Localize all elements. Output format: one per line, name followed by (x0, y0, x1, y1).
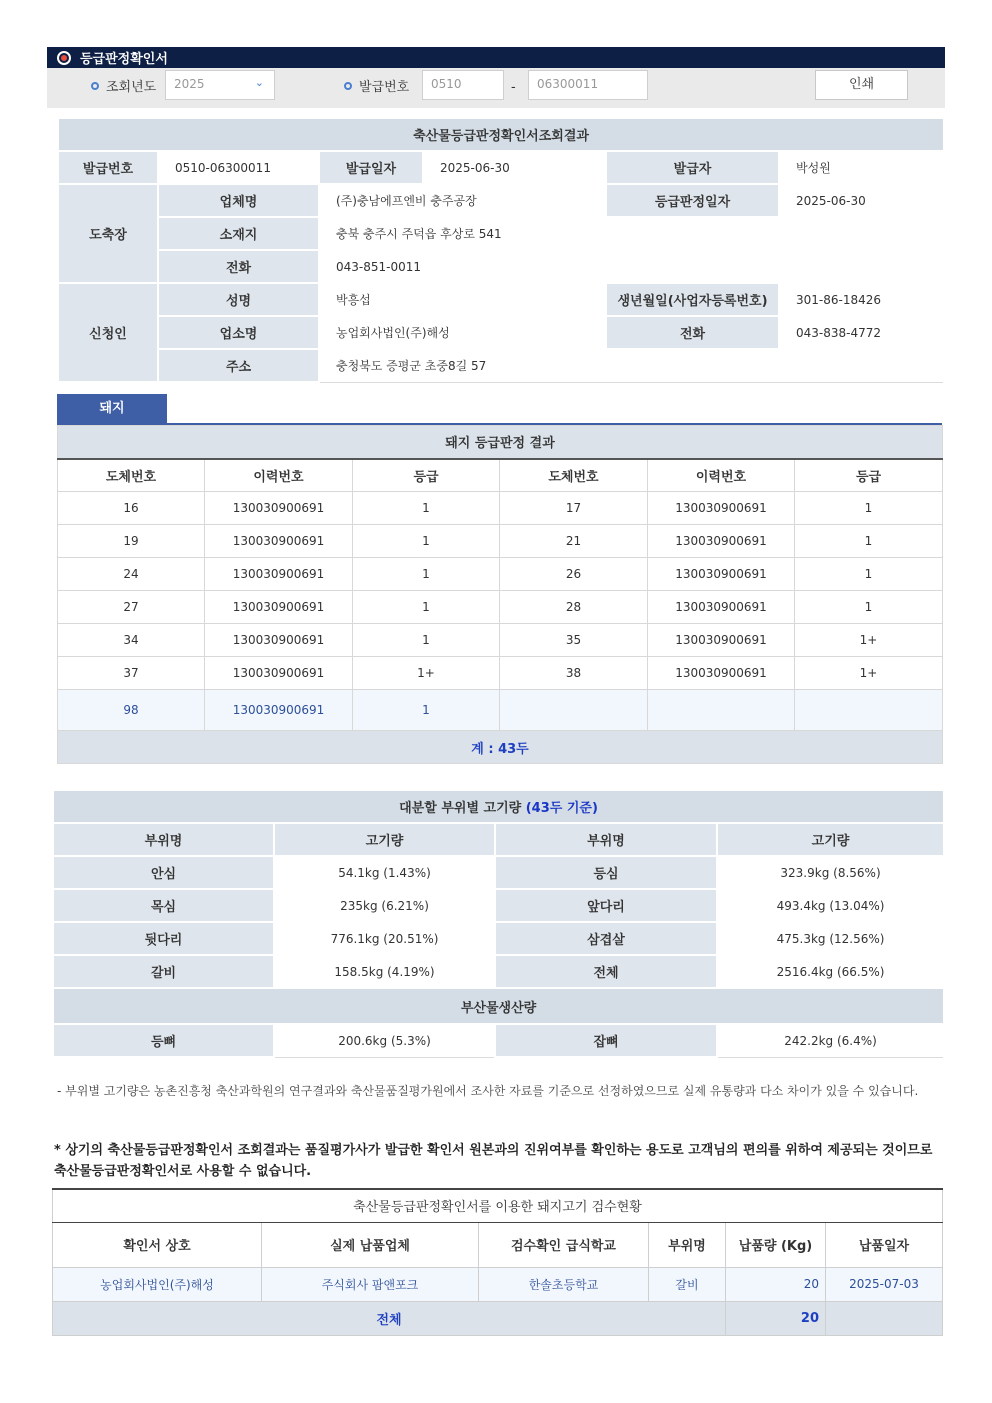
part-amount: 2516.4kg (66.5%) (717, 955, 944, 988)
cell: 38 (500, 657, 648, 690)
issue-no-label: 발급번호 (58, 151, 158, 184)
address-value: 충청북도 증평군 초중8길 57 (319, 349, 944, 382)
cell: 1 (795, 525, 943, 558)
result-caption: 축산물등급판정확인서조회결과 (58, 118, 944, 151)
year-label: 조회년도 (106, 80, 157, 95)
company-label: 업체명 (158, 184, 319, 217)
cell: 130030900691 (648, 525, 795, 558)
table-row (53, 955, 944, 988)
col-header: 고기량 (274, 823, 495, 856)
col-header: 부위명 (495, 823, 717, 856)
grade-date-label: 등급판정일자 (606, 184, 779, 217)
shop-phone-value: 043-838-4772 (779, 316, 944, 349)
cell: 26 (500, 558, 648, 591)
cell: 1+ (353, 657, 500, 690)
part-amount: 323.9kg (8.56%) (717, 856, 944, 889)
inspection-total-value: 20 (726, 1301, 826, 1335)
shop-label: 업소명 (158, 316, 319, 349)
grading-total: 계 : 43두 (58, 731, 943, 764)
cell: 1 (353, 492, 500, 525)
tab-pig[interactable]: 돼지 (57, 394, 167, 423)
year-select-value: 2025 (174, 77, 205, 91)
cell: 130030900691 (205, 492, 353, 525)
parts-caption-basis: (43두 기준) (525, 801, 598, 816)
bullet-icon (91, 82, 99, 90)
issue-date-value: 2025-06-30 (423, 151, 606, 184)
phone-label: 전화 (158, 250, 319, 283)
cell: 130030900691 (205, 624, 353, 657)
inspection-table (52, 1188, 943, 1336)
cell: 1 (353, 591, 500, 624)
grading-table (57, 425, 943, 764)
col-header: 이력번호 (648, 459, 795, 492)
result-table (57, 117, 945, 383)
grade-date-value: 2025-06-30 (779, 184, 944, 217)
table-row (58, 558, 943, 591)
part-name: 앞다리 (495, 889, 717, 922)
title-icon (57, 51, 71, 65)
col-header: 등급 (795, 459, 943, 492)
part-amount: 158.5kg (4.19%) (274, 955, 495, 988)
part-name: 안심 (53, 856, 274, 889)
part-amount: 200.6kg (5.3%) (274, 1024, 495, 1057)
cell: 130030900691 (648, 624, 795, 657)
issue-no-value: 0510-06300011 (158, 151, 319, 184)
chevron-down-icon: ⌄ (254, 76, 264, 89)
cell: 130030900691 (648, 492, 795, 525)
cell: 130030900691 (205, 525, 353, 558)
issue-prefix-input[interactable]: 0510 (422, 70, 504, 100)
address-label: 주소 (158, 349, 319, 382)
cell (795, 690, 943, 731)
cell: 24 (58, 558, 205, 591)
inspection-caption: 축산물등급판정확인서를 이용한 돼지고기 검수현황 (53, 1189, 943, 1222)
parts-caption (53, 790, 944, 823)
cell: 1 (795, 591, 943, 624)
table-row (58, 492, 943, 525)
cell: 37 (58, 657, 205, 690)
part-name: 전체 (495, 955, 717, 988)
cell: 130030900691 (648, 591, 795, 624)
col-header: 납품일자 (826, 1222, 943, 1267)
cell: 17 (500, 492, 648, 525)
cell: 주식회사 팜앤포크 (262, 1267, 479, 1301)
issue-suffix-input[interactable]: 06300011 (528, 70, 648, 100)
cell: 130030900691 (205, 591, 353, 624)
col-header: 실제 납품업체 (262, 1222, 479, 1267)
issue-date-label: 발급일자 (319, 151, 423, 184)
cell: 130030900691 (648, 657, 795, 690)
cell: 1+ (795, 657, 943, 690)
col-header: 도체번호 (500, 459, 648, 492)
cell: 1 (353, 525, 500, 558)
table-row (58, 525, 943, 558)
col-header: 부위명 (53, 823, 274, 856)
cell: 1 (353, 690, 500, 731)
part-amount: 235kg (6.21%) (274, 889, 495, 922)
part-name: 등뼈 (53, 1024, 274, 1057)
byproduct-caption: 부산물생산량 (53, 988, 944, 1024)
inspection-total-label: 전체 (53, 1301, 726, 1335)
usage-warning: * 상기의 축산물등급판정확인서 조회결과는 품질평가사가 발급한 확인서 원본과의 진위여부를 확인하는 용도로 고객님의 편의를 위하여 제공되는 것이므로 축산물등급판정확인서로 사용할 수 없습니다. (54, 1143, 933, 1179)
part-amount: 493.4kg (13.04%) (717, 889, 944, 922)
cell: 28 (500, 591, 648, 624)
cell: 27 (58, 591, 205, 624)
issue-label-wrap (344, 76, 409, 95)
col-header: 검수확인 급식학교 (479, 1222, 649, 1267)
part-name: 목심 (53, 889, 274, 922)
table-row (53, 856, 944, 889)
birth-value: 301-86-18426 (779, 283, 944, 316)
bullet-icon (344, 82, 352, 90)
cell: 1 (353, 624, 500, 657)
cell: 98 (58, 690, 205, 731)
grading-caption: 돼지 등급판정 결과 (58, 426, 943, 459)
name-value: 박흥섭 (319, 283, 606, 316)
part-amount: 776.1kg (20.51%) (274, 922, 495, 955)
col-header: 고기량 (717, 823, 944, 856)
slaughter-label: 도축장 (58, 184, 158, 283)
birth-label: 생년월일(사업자등록번호) (606, 283, 779, 316)
inspection-total-blank (826, 1301, 943, 1335)
col-header: 도체번호 (58, 459, 205, 492)
search-bar (47, 68, 945, 108)
part-name: 등심 (495, 856, 717, 889)
cell: 1 (353, 558, 500, 591)
part-name: 삼겹살 (495, 922, 717, 955)
yield-note: - 부위별 고기량은 농촌진흥청 축산과학원의 연구결과와 축산물품질평가원에서 조사한 자료를 기준으로 선정하였으므로 실제 유통량과 다소 차이가 있을 수 있습니다. (57, 1084, 919, 1098)
table-row (58, 624, 943, 657)
cell: 34 (58, 624, 205, 657)
table-row (58, 657, 943, 690)
cell: 농업회사법인(주)해성 (53, 1267, 262, 1301)
cell: 130030900691 (205, 558, 353, 591)
shop-phone-label: 전화 (606, 316, 779, 349)
part-amount: 242.2kg (6.4%) (717, 1024, 944, 1057)
cell: 19 (58, 525, 205, 558)
shop-value: 농업회사법인(주)해성 (319, 316, 606, 349)
issuer-value: 박성원 (779, 151, 944, 184)
issue-label: 발급번호 (359, 80, 410, 95)
cell: 35 (500, 624, 648, 657)
col-header: 부위명 (649, 1222, 726, 1267)
part-name: 갈비 (53, 955, 274, 988)
cell: 130030900691 (205, 690, 353, 731)
table-row (58, 690, 943, 731)
cell: 16 (58, 492, 205, 525)
cell: 20 (726, 1267, 826, 1301)
cell: 2025-07-03 (826, 1267, 943, 1301)
part-name: 뒷다리 (53, 922, 274, 955)
company-value: (주)충남에프엔비 충주공장 (319, 184, 606, 217)
part-amount: 475.3kg (12.56%) (717, 922, 944, 955)
cell: 1 (795, 492, 943, 525)
year-label-wrap (91, 76, 156, 95)
table-row (53, 1267, 943, 1301)
col-header: 확인서 상호 (53, 1222, 262, 1267)
parts-caption-text: 대분할 부위별 고기량 (399, 801, 526, 816)
table-row (53, 922, 944, 955)
table-row (53, 1024, 944, 1057)
cell: 1 (795, 558, 943, 591)
col-header: 납품량 (Kg) (726, 1222, 826, 1267)
location-label: 소재지 (158, 217, 319, 250)
cell (500, 690, 648, 731)
print-button[interactable]: 인쇄 (815, 70, 908, 100)
parts-table (52, 789, 945, 1058)
page-title-bar (47, 47, 945, 68)
phone-value: 043-851-0011 (319, 250, 944, 283)
location-value: 충북 충주시 주덕읍 후상로 541 (319, 217, 944, 250)
cell: 130030900691 (648, 558, 795, 591)
applicant-label: 신청인 (58, 283, 158, 382)
cell: 갈비 (649, 1267, 726, 1301)
cell: 130030900691 (205, 657, 353, 690)
cell: 21 (500, 525, 648, 558)
year-select[interactable] (165, 70, 275, 100)
cell: 한솔초등학교 (479, 1267, 649, 1301)
table-row (53, 889, 944, 922)
col-header: 이력번호 (205, 459, 353, 492)
name-label: 성명 (158, 283, 319, 316)
issuer-label: 발급자 (606, 151, 779, 184)
cell (648, 690, 795, 731)
page-title: 등급판정확인서 (80, 52, 168, 67)
cell: 1+ (795, 624, 943, 657)
part-name: 잡뼈 (495, 1024, 717, 1057)
issue-dash: - (511, 80, 516, 95)
part-amount: 54.1kg (1.43%) (274, 856, 495, 889)
table-row (58, 591, 943, 624)
col-header: 등급 (353, 459, 500, 492)
